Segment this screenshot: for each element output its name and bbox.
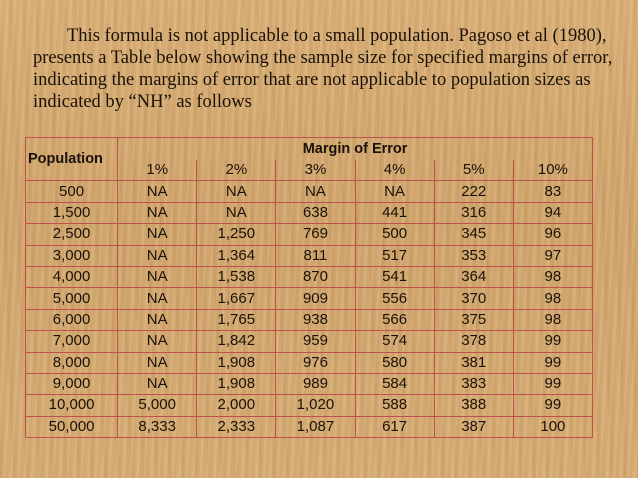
population-cell: 4,000 <box>26 266 118 287</box>
sample-size-cell: NA <box>197 202 276 223</box>
sample-size-cell: NA <box>118 331 197 352</box>
sample-size-cell: 94 <box>513 202 592 223</box>
sample-size-cell: 97 <box>513 245 592 266</box>
table-header-row <box>26 138 593 161</box>
column-header-4-percent: 4% <box>355 160 434 181</box>
sample-size-cell: 1,364 <box>197 245 276 266</box>
table-body <box>26 181 593 438</box>
sample-size-table <box>25 137 593 438</box>
sample-size-cell: 574 <box>355 331 434 352</box>
sample-size-cell: 588 <box>355 395 434 416</box>
population-cell: 5,000 <box>26 288 118 309</box>
population-cell: 8,000 <box>26 352 118 373</box>
sample-size-cell: NA <box>118 309 197 330</box>
sample-size-cell: 959 <box>276 331 355 352</box>
population-cell: 500 <box>26 181 118 202</box>
sample-size-cell: NA <box>118 266 197 287</box>
sample-size-cell: 378 <box>434 331 513 352</box>
sample-size-cell: 383 <box>434 373 513 394</box>
sample-size-cell: 517 <box>355 245 434 266</box>
table-row <box>26 416 593 437</box>
sample-size-cell: 96 <box>513 224 592 245</box>
sample-size-cell: 353 <box>434 245 513 266</box>
sample-size-cell: NA <box>276 181 355 202</box>
table-row <box>26 309 593 330</box>
sample-size-cell: 580 <box>355 352 434 373</box>
sample-size-cell: 870 <box>276 266 355 287</box>
column-header-3-percent: 3% <box>276 160 355 181</box>
sample-size-cell: 99 <box>513 373 592 394</box>
sample-size-cell: 99 <box>513 331 592 352</box>
table-row <box>26 373 593 394</box>
sample-size-cell: 976 <box>276 352 355 373</box>
table-row <box>26 202 593 223</box>
sample-size-cell: NA <box>197 181 276 202</box>
sample-size-cell: NA <box>118 202 197 223</box>
sample-size-cell: 99 <box>513 352 592 373</box>
sample-size-cell: 811 <box>276 245 355 266</box>
sample-size-cell: 638 <box>276 202 355 223</box>
sample-size-cell: 381 <box>434 352 513 373</box>
sample-size-cell: NA <box>118 373 197 394</box>
sample-size-cell: 1,538 <box>197 266 276 287</box>
sample-size-cell: 8,333 <box>118 416 197 437</box>
sample-size-cell: 98 <box>513 309 592 330</box>
sample-size-cell: 98 <box>513 266 592 287</box>
population-column-header: Population <box>26 138 118 181</box>
sample-size-cell: 500 <box>355 224 434 245</box>
sample-size-cell: 1,087 <box>276 416 355 437</box>
population-cell: 9,000 <box>26 373 118 394</box>
sample-size-cell: 83 <box>513 181 592 202</box>
margin-of-error-header: Margin of Error <box>118 138 593 161</box>
sample-size-cell: 584 <box>355 373 434 394</box>
population-cell: 7,000 <box>26 331 118 352</box>
sample-size-cell: NA <box>118 224 197 245</box>
sample-size-cell: 2,333 <box>197 416 276 437</box>
sample-size-cell: 1,667 <box>197 288 276 309</box>
population-cell: 6,000 <box>26 309 118 330</box>
table-row <box>26 331 593 352</box>
sample-size-cell: 370 <box>434 288 513 309</box>
sample-size-cell: 98 <box>513 288 592 309</box>
table-row <box>26 266 593 287</box>
sample-size-cell: 989 <box>276 373 355 394</box>
intro-paragraph: This formula is not applicable to a small population. Pagoso et al (1980), presents a Table below showing the sample size for specified margins of error, indicating the margins of error that are not applicable to population sizes as indicated by “NH” as follows <box>33 26 613 112</box>
sample-size-cell: NA <box>118 245 197 266</box>
sample-size-cell: 375 <box>434 309 513 330</box>
table-row <box>26 224 593 245</box>
sample-size-cell: 556 <box>355 288 434 309</box>
sample-size-cell: 364 <box>434 266 513 287</box>
sample-size-cell: 345 <box>434 224 513 245</box>
sample-size-cell: 1,250 <box>197 224 276 245</box>
sample-size-cell: 938 <box>276 309 355 330</box>
sample-size-cell: 222 <box>434 181 513 202</box>
sample-size-cell: NA <box>355 181 434 202</box>
sample-size-cell: 100 <box>513 416 592 437</box>
sample-size-cell: 2,000 <box>197 395 276 416</box>
sample-size-cell: 566 <box>355 309 434 330</box>
sample-size-cell: 99 <box>513 395 592 416</box>
table-row <box>26 245 593 266</box>
sample-size-cell: 316 <box>434 202 513 223</box>
population-cell: 10,000 <box>26 395 118 416</box>
table-row <box>26 395 593 416</box>
sample-size-cell: 1,908 <box>197 352 276 373</box>
sample-size-cell: 1,842 <box>197 331 276 352</box>
sample-size-cell: 1,020 <box>276 395 355 416</box>
sample-size-cell: NA <box>118 352 197 373</box>
sample-size-cell: 388 <box>434 395 513 416</box>
sample-size-cell: NA <box>118 181 197 202</box>
table-row <box>26 352 593 373</box>
table-row <box>26 181 593 202</box>
column-header-10-percent: 10% <box>513 160 592 181</box>
column-header-1-percent: 1% <box>118 160 197 181</box>
sample-size-cell: 387 <box>434 416 513 437</box>
population-cell: 2,500 <box>26 224 118 245</box>
sample-size-cell: 617 <box>355 416 434 437</box>
sample-size-table-container <box>25 137 593 438</box>
population-cell: 50,000 <box>26 416 118 437</box>
sample-size-cell: 1,908 <box>197 373 276 394</box>
sample-size-cell: 5,000 <box>118 395 197 416</box>
sample-size-cell: 541 <box>355 266 434 287</box>
sample-size-cell: 769 <box>276 224 355 245</box>
sample-size-cell: 1,765 <box>197 309 276 330</box>
column-header-5-percent: 5% <box>434 160 513 181</box>
sample-size-cell: 441 <box>355 202 434 223</box>
column-header-2-percent: 2% <box>197 160 276 181</box>
sample-size-cell: 909 <box>276 288 355 309</box>
table-row <box>26 288 593 309</box>
population-cell: 3,000 <box>26 245 118 266</box>
sample-size-cell: NA <box>118 288 197 309</box>
population-cell: 1,500 <box>26 202 118 223</box>
